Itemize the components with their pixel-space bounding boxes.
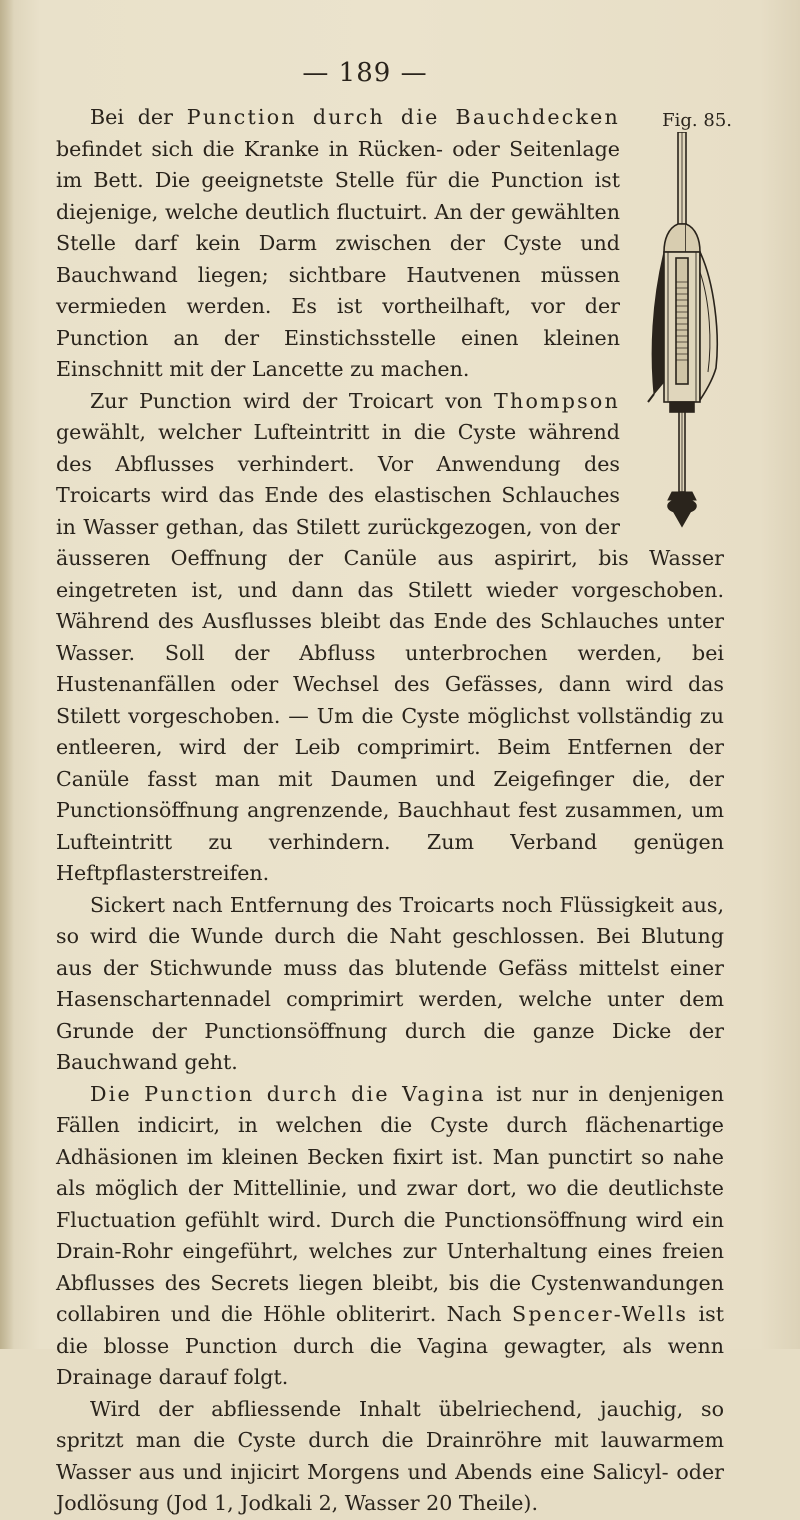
text-segment: gewählt, welcher Lufteintritt in die Cyste während des Abflusses verhindert. Vor Anwendung des Troicarts wird das Ende des elastischen Schlauches in Wasser gethan, das Stilett zurückgezogen, von der äusseren Oeffnung der Canüle aus aspirirt, bis Wasser eingetreten ist, und dann das Stilett wieder vorgeschoben. Während des Ausflusses bleibt das Ende des Schlauches unter Wasser. Soll der Abfluss unterbrochen werden, bei Hustenanfällen oder Wechsel des Gefässes, dann wird das Stilett vorgeschoben. — Um die Cyste möglichst vollständig zu entleeren, wird der Leib comprimirt. Beim Entfernen der Canüle fasst man mit Daumen und Zeigefinger die, der Punctionsöffnung angrenzende, Bauchhaut fest zusammen, um Lufteintritt zu verhindern. Zum Verband genügen Heftpflasterstreifen.	[56, 420, 724, 885]
paragraph-3	[56, 890, 724, 1079]
paragraph-5	[56, 1394, 724, 1520]
paragraph-1	[56, 102, 724, 386]
spine-shadow	[0, 0, 14, 1349]
text-segment: ist die blosse Punction durch die Vagina gewagter, als wenn Drainage darauf folgt.	[56, 1302, 724, 1389]
spaced-term: Die Punction durch die Vagina	[90, 1081, 486, 1106]
figure-85	[634, 102, 734, 542]
text-segment: Sickert nach Entfernung des Troicarts noch Flüssigkeit aus, so wird die Wunde durch die Naht geschlossen. Bei Blutung aus der Stichwunde muss das blutende Gefäss mittelst einer Hasenschartennadel comprimirt werden, welche unter dem Grunde der Punctionsöffnung durch die ganze Dicke der Bauchwand geht.	[56, 892, 724, 1074]
paragraph-2	[56, 386, 724, 890]
spaced-term: Thompson	[494, 388, 620, 413]
body-text	[56, 102, 732, 1520]
figure-label: Fig. 85.	[662, 110, 732, 131]
page-number: — 189 —	[302, 58, 428, 88]
text-segment: Wird der abfliessende Inhalt übelriechend, jauchig, so spritzt man die Cyste durch die Drainröhre mit lauwarmem Wasser aus und injicirt Morgens und Abends eine Salicyl- oder Jodlösung (Jod 1, Jodkali 2, Wasser 20 Theile).	[56, 1396, 724, 1515]
text-segment: ist nur in denjenigen Fällen indicirt, in welchen die Cyste durch flächenartige Adhäsionen im kleinen Becken fixirt ist. Man punctirt so nahe als möglich der Mittellinie, und zwar dort, wo die deutlichste Fluctuation gefühlt wird. Durch die Punctionsöffnung wird ein Drain-Rohr eingeführt, welches zur Unterhaltung eines freien Abflusses des Secrets liegen bleibt, bis die Cystenwandungen collabiren und die Höhle obliterirt. Nach	[56, 1081, 725, 1326]
troicart-illustration	[634, 132, 734, 532]
text-segment: Zur Punction wird der Troicart von	[90, 388, 495, 413]
text-segment: Bei der	[90, 105, 187, 129]
paragraph-4	[56, 1079, 724, 1394]
spaced-term: Punction durch die Bauchdecken	[186, 105, 620, 129]
spaced-term: Spencer-Wells	[512, 1302, 689, 1326]
text-segment: befindet sich die Kranke in Rücken- oder Seitenlage im Bett. Die geeignetste Stelle für die Punction ist diejenige, welche deutlich fluctuirt. An der gewählten Stelle darf kein Darm zwischen der Cyste und Bauchwand liegen; sichtbare Hautvenen müssen vermieden werden. Es ist vortheilhaft, vor der Punction an der Einstichsstelle einen kleinen Einschnitt mit der Lancette zu machen.	[56, 136, 620, 381]
